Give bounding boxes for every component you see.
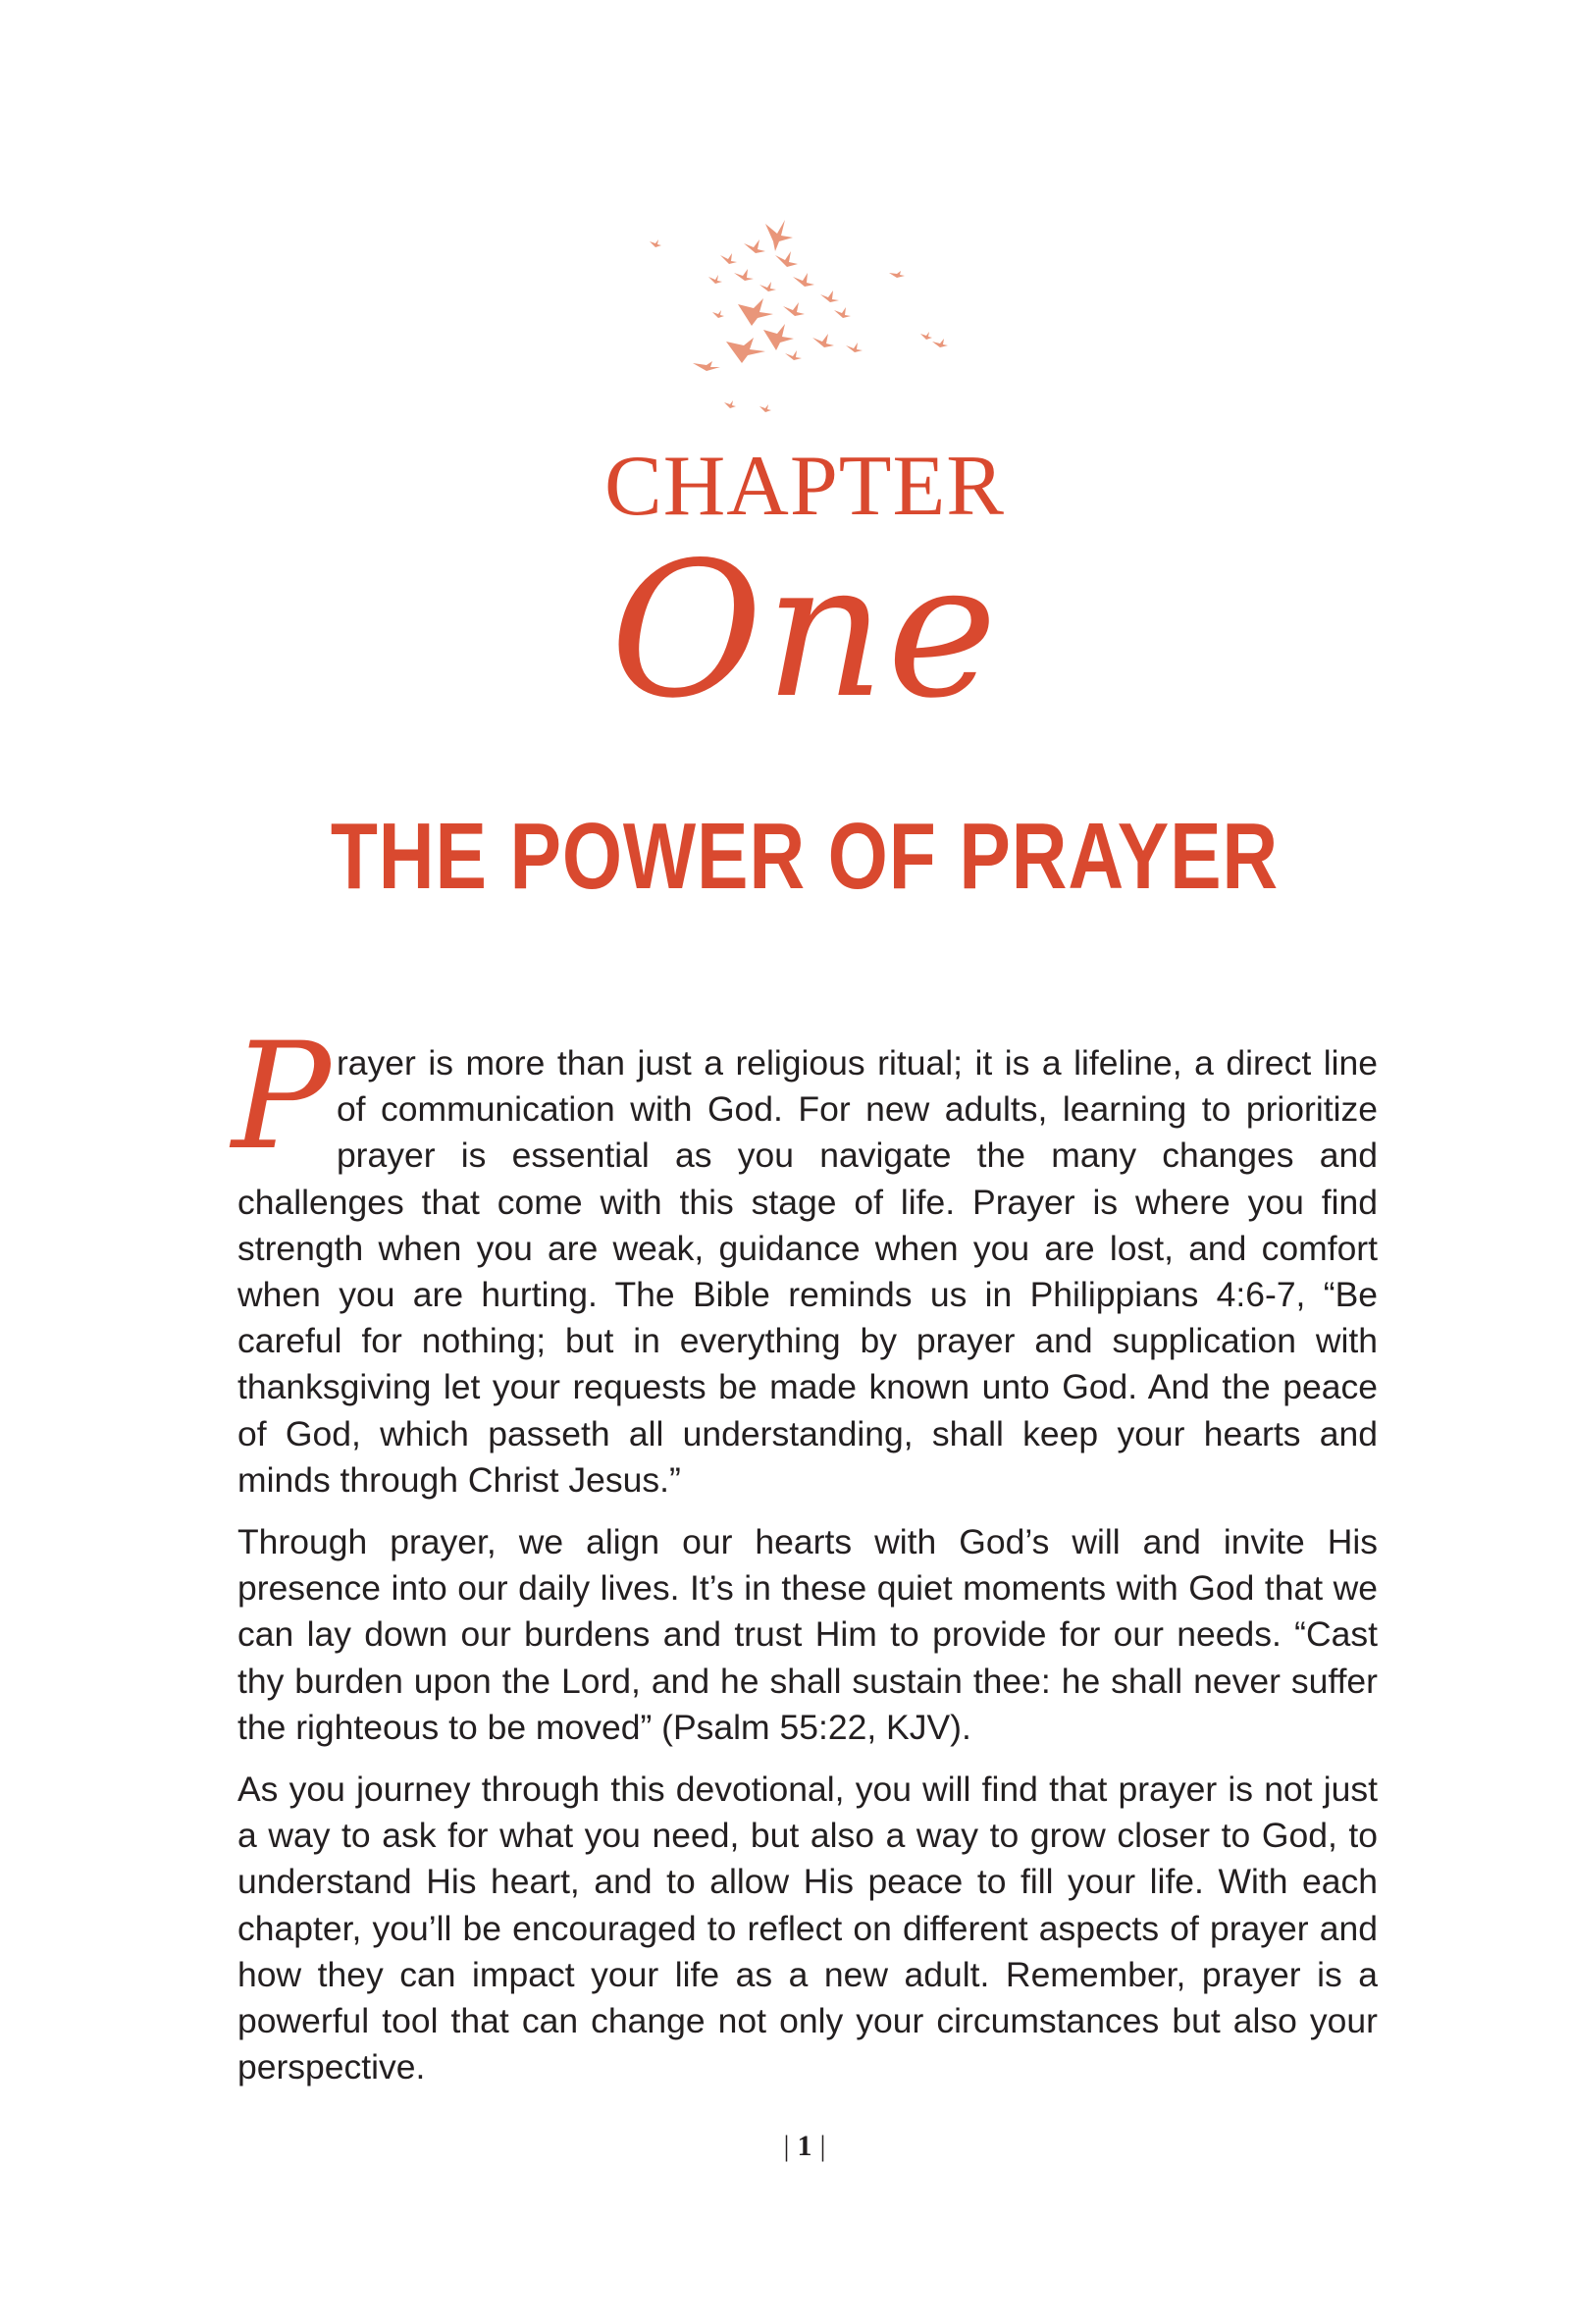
chapter-title: THE POWER OF PRAYER xyxy=(330,804,1280,909)
chapter-number: One xyxy=(609,522,1000,739)
drop-cap: P xyxy=(232,1012,331,1183)
paragraph: As you journey through this devotional, you will find that prayer is not just a way to ask for what you need, but also a way to grow closer to God, to understand His heart, and to allow His peace to fill your life. With each chapter, you’ll be encouraged to reflect on different aspects of prayer and how they can impact your life as a new adult. Remember, prayer is a powerful tool that can change not only your circumstances but also your perspective. xyxy=(237,1769,1378,2087)
paragraph xyxy=(232,1012,1378,1504)
page-number xyxy=(0,2130,1570,2163)
paragraph: Through prayer, we align our hearts with God’s will and invite His presence into our daily lives. It’s in these quiet moments with God that we can lay down our burdens and trust Him to provide for our needs. “Cast thy burden upon the Lord, and he shall sustain thee: he shall never suffer the righteous to be moved” (Psalm 55:22, KJV). xyxy=(237,1522,1378,1747)
paragraph-text: rayer is more than just a religious ritual; it is a lifeline, a direct line of communication with God. For new adults, learning to prioritize prayer is essential as you navigate the many changes and challenges that come with this stage of life. Prayer is where you find strength when you are weak, guidance when you are lost, and comfort when you are hurting. The Bible reminds us in Philippians 4:6-7, “Be careful for nothing; but in everything by prayer and supplication with thanksgiving let your requests be made known unto God. And the peace of God, which passeth all understanding, shall keep your hearts and minds through Christ Jesus.” xyxy=(237,1043,1378,1500)
page-number-separator: | xyxy=(819,2130,826,2162)
page-number-value: 1 xyxy=(797,2130,812,2162)
chapter-body xyxy=(232,1012,1378,2106)
chapter-label: CHAPTER xyxy=(604,439,1005,534)
flying-birds-icon xyxy=(638,216,971,422)
page-number-separator: | xyxy=(783,2130,790,2162)
